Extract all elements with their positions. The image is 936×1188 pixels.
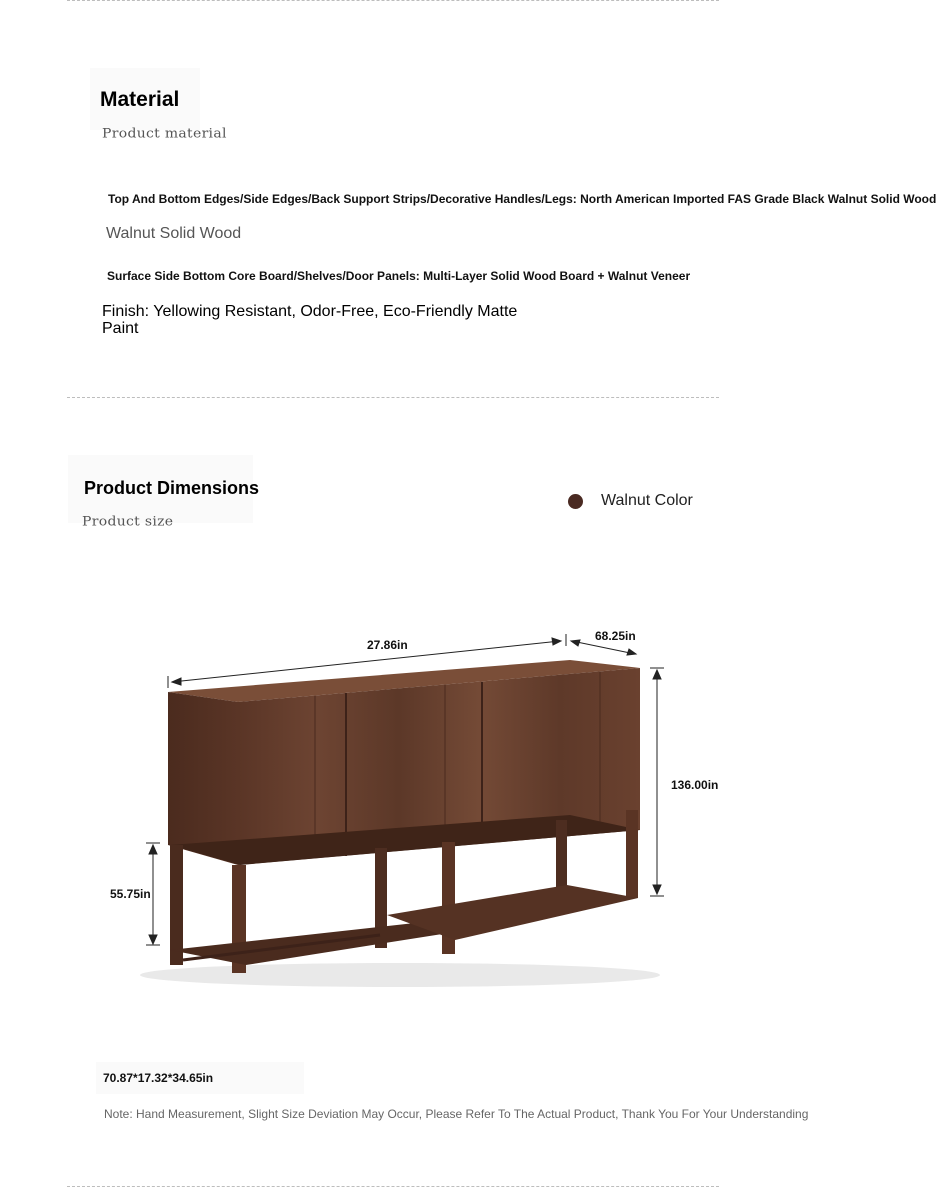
dimensions-title: Product Dimensions <box>84 478 260 498</box>
material-line-2: Surface Side Bottom Core Board/Shelves/Door Panels: Multi-Layer Solid Wood Board + Walnut Veneer <box>107 269 691 283</box>
width-label: 27.86in <box>367 638 408 652</box>
material-finish: Finish: Yellowing Resistant, Odor-Free, Eco-Friendly Matte Paint <box>102 303 518 337</box>
color-label: Walnut Color <box>601 492 693 509</box>
material-line-1-highlight: Walnut Solid Wood <box>106 225 242 242</box>
material-title: Material <box>100 88 180 111</box>
depth-label: 68.25in <box>595 629 636 643</box>
material-subtitle: Product material <box>102 126 227 142</box>
leg-height-label: 55.75in <box>110 887 151 901</box>
divider-bottom <box>67 1186 719 1187</box>
overall-size: 70.87*17.32*34.65in <box>103 1071 214 1085</box>
height-label: 136.00in <box>671 778 719 792</box>
dimensions-subtitle: Product size <box>82 514 174 530</box>
measurement-note: Note: Hand Measurement, Slight Size Deviation May Occur, Please Refer To The Actual Product, Thank You For Your Understanding <box>104 1107 809 1121</box>
material-line-1: Top And Bottom Edges/Side Edges/Back Support Strips/Decorative Handles/Legs: North American Imported FAS Grade Black Walnut Solid Wood <box>108 192 936 206</box>
